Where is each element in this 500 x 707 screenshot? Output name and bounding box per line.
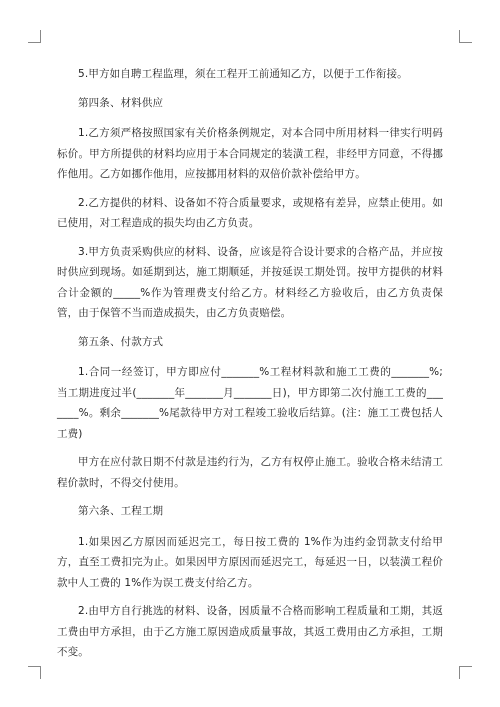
- article-5-late-payment: 甲方在应付款日期不付款是违约行为，乙方有权停止施工。验收合格未结清工程价款时，不得交付使用。: [57, 456, 443, 489]
- crop-mark-bottom-left: [28, 666, 41, 679]
- article-4-item-3: 3.甲方负责采购供应的材料、设备，应该是符合设计要求的合格产品，并应按时供应到现场。如延期到达，施工期顺延，并按延误工期处罚。按甲方提供的材料合计金额的_____%作为管理费支付给乙方。材料经乙方验收后，由乙方负责保管，由于保管不当而造成损失，由乙方负责赔偿。: [57, 245, 443, 319]
- article-5-heading: 第五条、付款方式: [78, 335, 164, 348]
- article-4-item-1: 1.乙方须严格按照国家有关价格条例规定，对本合同中所用材料一律实行明码标价。甲方所提供的材料均应用于本合同规定的装潢工程，非经甲方同意，不得挪作他用。乙方如挪作他用，应按挪用材料的双倍价款补偿给甲方。: [57, 127, 443, 180]
- crop-mark-bottom-right: [459, 666, 472, 679]
- clause-4-5-supervisor-notice: 5.甲方如自聘工程监理，须在工程开工前通知乙方，以便于工作衔接。: [78, 68, 408, 80]
- crop-mark-top-left: [28, 30, 41, 43]
- document-body: [57, 64, 443, 663]
- crop-mark-top-right: [459, 30, 472, 43]
- article-4-item-2: 2.乙方提供的材料、设备如不符合质量要求，或规格有差异，应禁止使用。如已使用，对工程造成的损失均由乙方负责。: [57, 196, 443, 229]
- article-6-heading: 第六条、工程工期: [78, 505, 164, 517]
- article-6-item-1: 1.如果因乙方原因而延迟完工，每日按工费的 1%作为违约金罚款支付给甲方，直至工费扣完为止。如果因甲方原因而延迟完工，每延迟一日，以装潢工程价款中人工费的 1%作为误工费支付给乙方。: [57, 535, 443, 589]
- article-4-heading: 第四条、材料供应: [78, 96, 164, 109]
- article-6-item-2: 2.由甲方自行挑选的材料、设备，因质量不合格而影响工程质量和工期，其返工费由甲方承担，由于乙方施工原因造成质量事故，其返工费用由乙方承担，工期不变。: [57, 605, 443, 658]
- article-5-item-1: 1.合同一经签订，甲方即应付_______%工程材料款和施工工费的_______%;当工期进度过半(_______年_______月_______日)，甲方即第二次付施工工费的_______%。剩余_______%尾款待甲方对工程竣工验收后结算。(注：施工工费包括人工费): [57, 366, 443, 440]
